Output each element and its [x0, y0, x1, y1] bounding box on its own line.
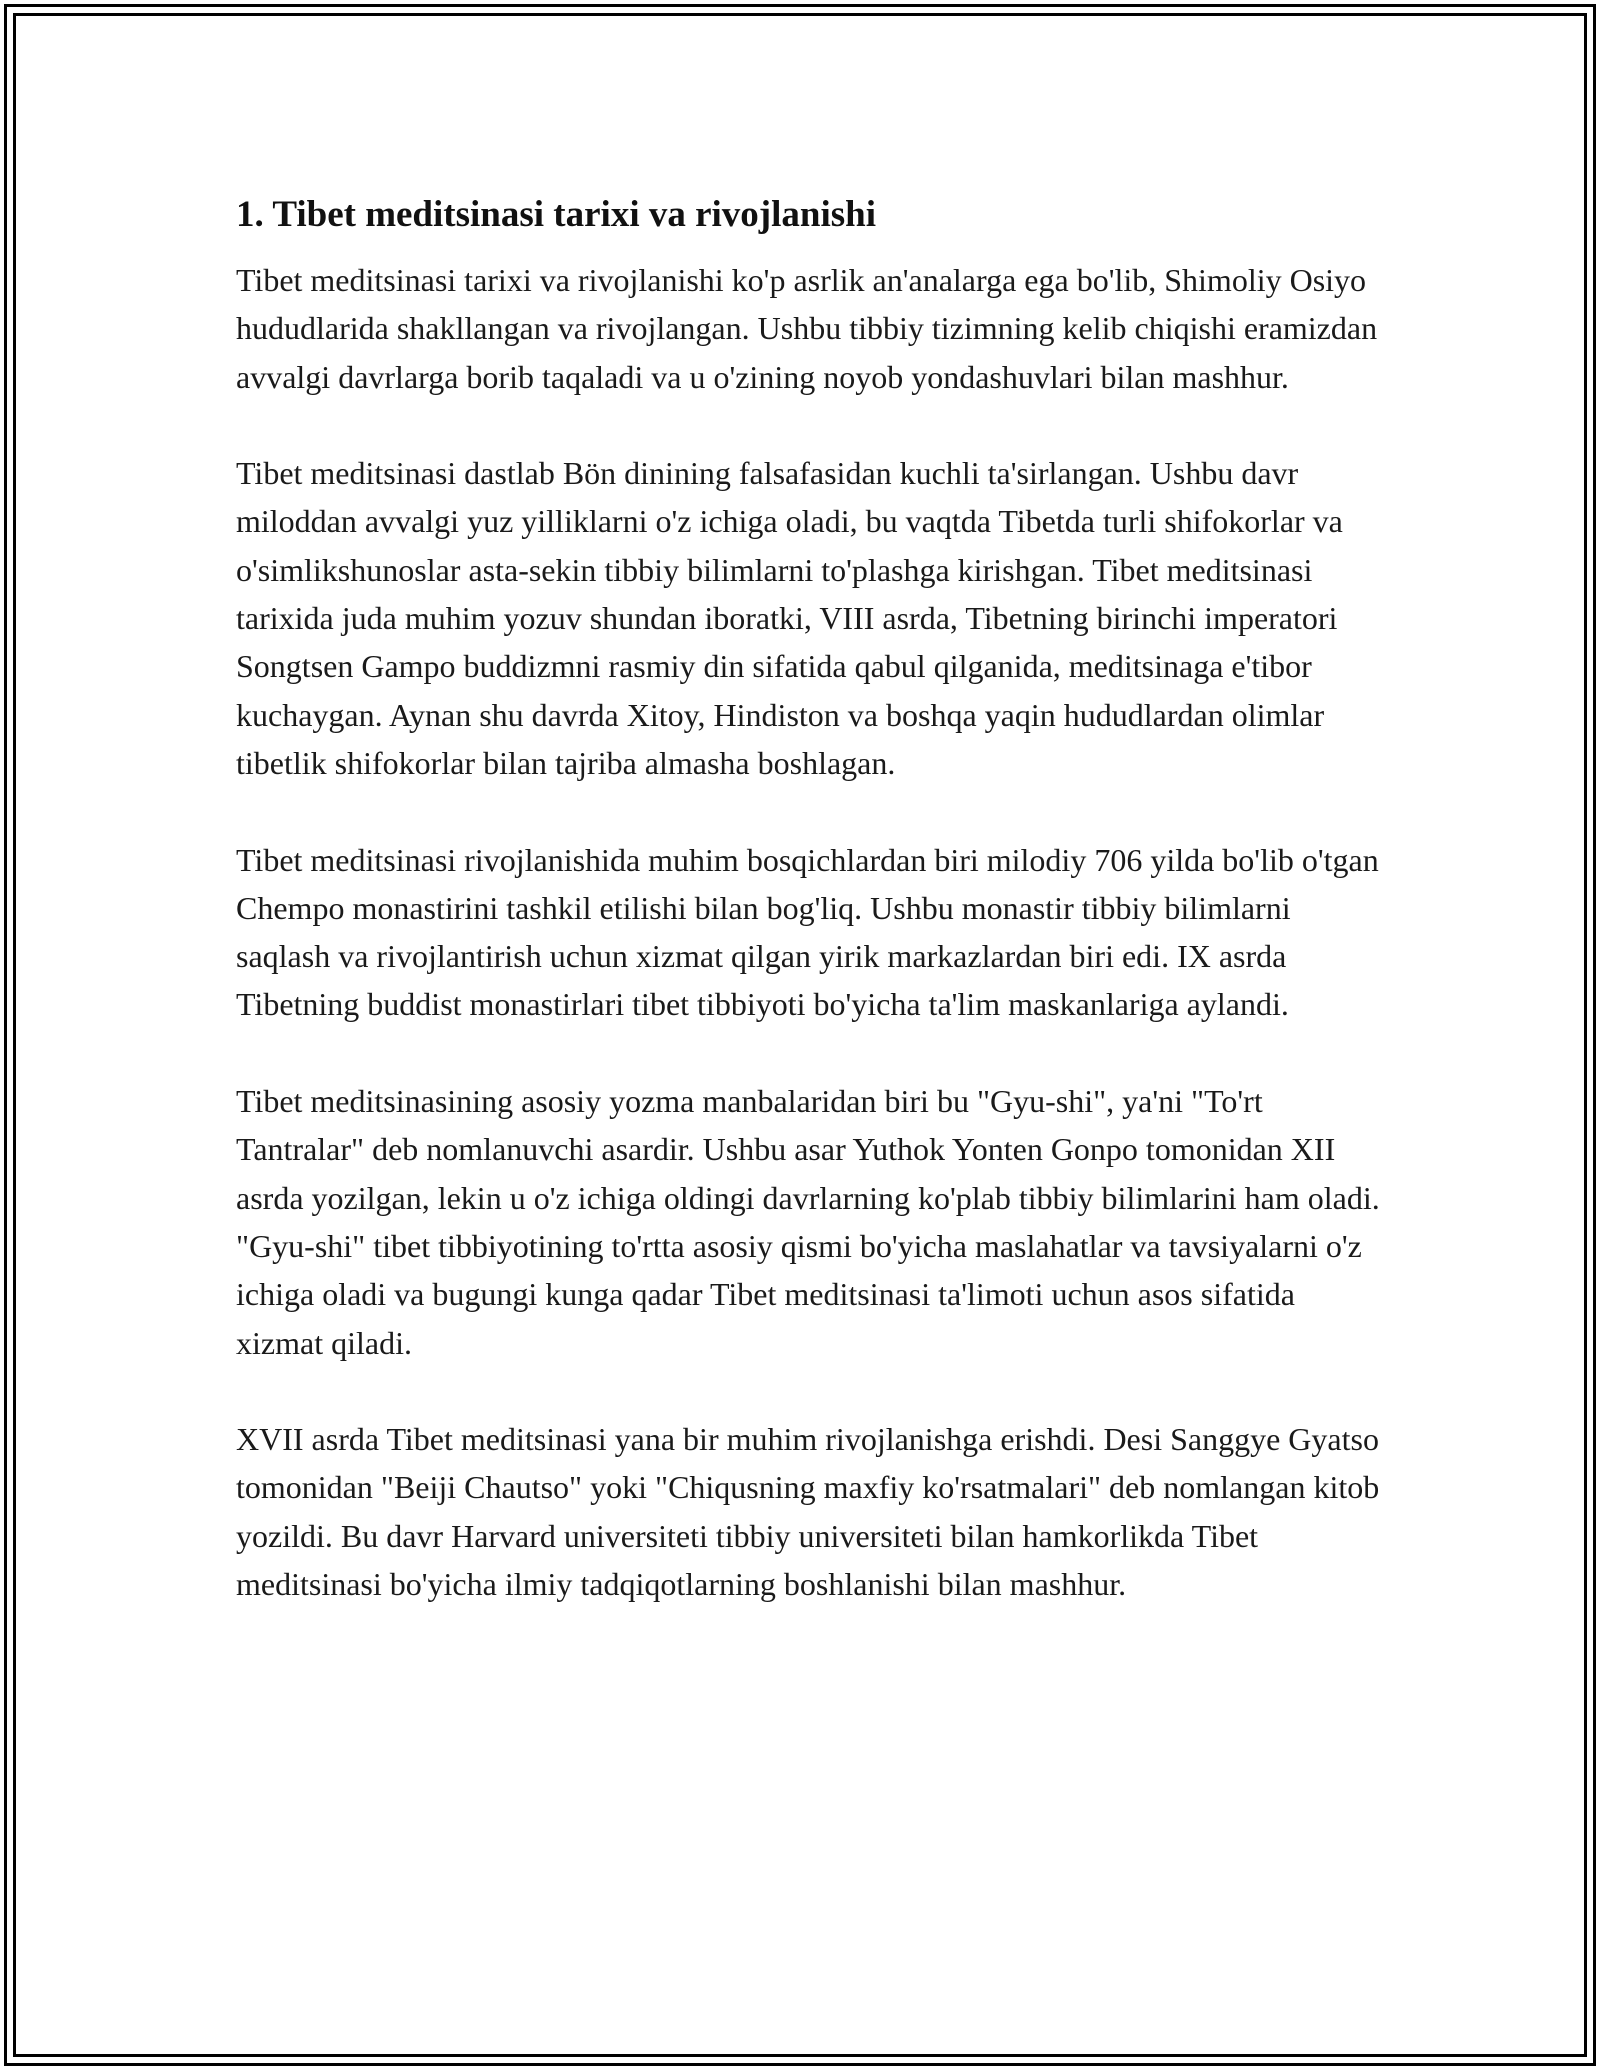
section-heading: 1. Tibet meditsinasi tarixi va rivojlanishi — [236, 194, 877, 235]
paragraph-1: Tibet meditsinasi tarixi va rivojlanishi ko'p asrlik an'analarga ega bo'lib, Shimoliy Osiyo hududlarida shakllangan va rivojlangan. Ushbu tibbiy tizimning kelib chiqishi eramizdan avvalgi davrlarga borib taqaladi va u o'zining noyob yondashuvlari bilan mashhur. — [236, 262, 1378, 395]
paragraph-2: Tibet meditsinasi dastlab Bön dinining falsafasidan kuchli ta'sirlangan. Ushbu davr miloddan avvalgi yuz yilliklarni o'z ichiga oladi, bu vaqtda Tibetda turli shifokorlar va o'simlikshunoslar asta-sekin tibbiy bilimlarni to'plashga kirishgan. Tibet meditsinasi tarixida juda muhim yozuv shundan iboratki, VIII asrda, Tibetning birinchi imperatori Songtsen Gampo buddizmni rasmiy din sifatida qabul qilganida, meditsinaga e'tibor kuchaygan. Aynan shu davrda Xitoy, Hindiston va boshqa yaqin hududlardan olimlar tibetlik shifokorlar bilan tajriba almasha boshlagan. — [236, 455, 1343, 781]
paragraph-5: XVII asrda Tibet meditsinasi yana bir muhim rivojlanishga erishdi. Desi Sanggye Gyatso tomonidan "Beiji Chautso" yoki "Chiqusning maxfiy ko'rsatmalari" deb nomlangan kitob yozildi. Bu davr Harvard universiteti tibbiy universiteti bilan hamkorlikda Tibet meditsinasi bo'yicha ilmiy tadqiqotlarning boshlanishi bilan mashhur. — [236, 1421, 1380, 1603]
paragraph-3: Tibet meditsinasi rivojlanishida muhim bosqichlardan biri milodiy 706 yilda bo'lib o'tgan Chempo monastirini tashkil etilishi bilan bog'liq. Ushbu monastir tibbiy bilimlarni saqlash va rivojlantirish uchun xizmat qilgan yirik markazlardan biri edi. IX asrda Tibetning buddist monastirlari tibet tibbiyoti bo'yicha ta'lim maskanlariga aylandi. — [236, 841, 1379, 1023]
document-body — [236, 188, 1386, 1657]
paragraph-4: Tibet meditsinasining asosiy yozma manbalaridan biri bu "Gyu-shi", ya'ni "To'rt Tantralar" deb nomlanuvchi asardir. Ushbu asar Yuthok Yonten Gonpo tomonidan XII asrda yozilgan, lekin u o'z ichiga oldingi davrlarning ko'plab tibbiy bilimlarini ham oladi. "Gyu-shi" tibet tibbiyotining to'rtta asosiy qismi bo'yicha maslahatlar va tavsiyalarni o'z ichiga oladi va bugungi kunga qadar Tibet meditsinasi ta'limoti uchun asos sifatida xizmat qiladi. — [236, 1083, 1380, 1361]
